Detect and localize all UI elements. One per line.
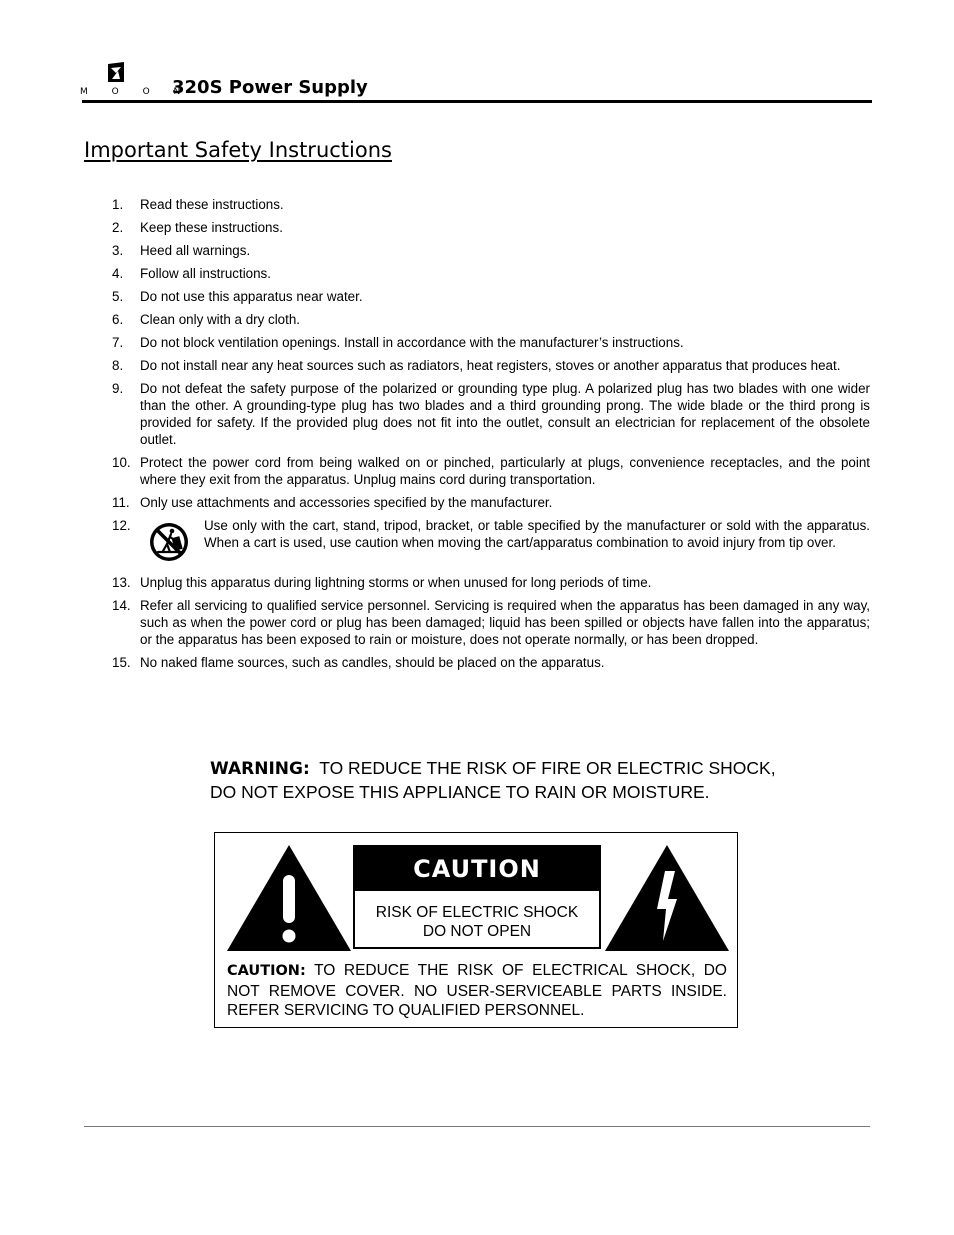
item-number: 10. — [112, 455, 131, 470]
caution-subtext-line-1: RISK OF ELECTRIC SHOCK — [375, 904, 579, 921]
safety-instructions-list — [108, 196, 870, 677]
item-number: 14. — [112, 598, 131, 613]
caution-statement — [227, 961, 727, 1021]
item-number: 5. — [112, 289, 124, 304]
list-item — [108, 454, 870, 488]
list-item — [108, 574, 870, 591]
list-item — [108, 196, 870, 213]
list-item — [108, 219, 870, 236]
item-number: 4. — [112, 266, 124, 281]
exclamation-warning-icon — [227, 845, 351, 951]
caution-heading: CAUTION — [355, 847, 599, 891]
moon-logo — [80, 62, 191, 98]
item-number: 2. — [112, 220, 124, 235]
item-number: 12. — [112, 518, 131, 533]
item-text: Use only with the cart, stand, tripod, bracket, or table specified by the manufacturer or sold with the apparatus. When a cart is used, use caution when moving the cart/apparatus combination to avoid injury from tip over. — [204, 518, 870, 550]
section-title: Important Safety Instructions — [84, 138, 392, 162]
caution-text-label: CAUTION: — [227, 963, 306, 979]
warning-text-1: TO REDUCE THE RISK OF FIRE OR ELECTRIC SHOCK, — [319, 758, 776, 778]
item-text: Refer all servicing to qualified service personnel. Servicing is required when the apparatus has been damaged in any way, such as when the power cord or plug has been damaged; liquid has been spilled or objects have fallen into the apparatus; or the apparatus has been exposed to rain or moisture, does not operate normally, or has been dropped. — [140, 598, 870, 647]
warning-line-1 — [210, 757, 810, 781]
item-number: 13. — [112, 575, 131, 590]
item-text: Do not defeat the safety purpose of the polarized or grounding type plug. A polarized plug has two blades with one wider than the other. A grounding-type plug has two blades and a third grounding prong. The wide blade or the third prong is provided for safety. If the provided plug does not fit into the outlet, consult an electrician for replacement of the obsolete outlet. — [140, 381, 870, 447]
item-number: 7. — [112, 335, 124, 350]
item-text: Do not use this apparatus near water. — [140, 289, 363, 304]
caution-subtext-line-2: DO NOT OPEN — [422, 923, 532, 940]
item-text: Clean only with a dry cloth. — [140, 312, 301, 327]
item-text: Heed all warnings. — [140, 243, 251, 258]
list-item — [108, 494, 870, 511]
item-text: Read these instructions. — [140, 197, 284, 212]
caution-subtext — [355, 891, 599, 941]
document-title: 320S Power Supply — [172, 77, 368, 98]
item-number: 11. — [112, 495, 130, 510]
item-text: Only use attachments and accessories specified by the manufacturer. — [140, 495, 553, 510]
list-item — [108, 265, 870, 282]
item-number: 3. — [112, 243, 124, 258]
item-number: 1. — [112, 197, 124, 212]
list-item — [108, 380, 870, 448]
caution-label — [214, 832, 738, 1028]
logo-wordmark: M O O N — [80, 87, 191, 97]
list-item — [108, 334, 870, 351]
lightning-bolt-warning-icon — [605, 845, 729, 951]
moon-emblem-icon — [106, 62, 126, 82]
caution-text-body: TO REDUCE THE RISK OF ELECTRICAL SHOCK, DO NOT REMOVE COVER. NO USER-SERVICEABLE PARTS INSIDE. REFER SERVICING TO QUALIFIED PERSONNEL. — [227, 962, 727, 1019]
item-text: No naked flame sources, such as candles, should be placed on the apparatus. — [140, 655, 605, 670]
item-text: Follow all instructions. — [140, 266, 271, 281]
item-number: 9. — [112, 381, 124, 396]
caution-panel — [353, 845, 601, 949]
list-item — [108, 311, 870, 328]
item-text: Unplug this apparatus during lightning storms or when unused for long periods of time. — [140, 575, 652, 590]
list-item — [108, 357, 870, 374]
warning-label: WARNING: — [210, 759, 310, 779]
list-item — [108, 242, 870, 259]
item-text: Do not install near any heat sources such as radiators, heat registers, stoves or another apparatus that produces heat. — [140, 358, 841, 373]
item-text: Keep these instructions. — [140, 220, 283, 235]
item-number: 15. — [112, 655, 131, 670]
item-number: 6. — [112, 312, 124, 327]
warning-text-2: DO NOT EXPOSE THIS APPLIANCE TO RAIN OR MOISTURE. — [210, 782, 710, 802]
list-item — [108, 597, 870, 648]
list-item — [108, 517, 870, 568]
list-item — [108, 654, 870, 671]
item-number: 8. — [112, 358, 124, 373]
item-text: Do not block ventilation openings. Install in accordance with the manufacturer’s instructions. — [140, 335, 684, 350]
warning-statement — [210, 757, 810, 804]
list-item — [108, 288, 870, 305]
header-rule — [82, 100, 872, 103]
cart-tip-over-warning-icon — [148, 521, 190, 563]
footer-rule — [84, 1126, 870, 1127]
item-text: Protect the power cord from being walked on or pinched, particularly at plugs, convenience receptacles, and the point where they exit from the apparatus. Unplug mains cord during transportation. — [140, 455, 870, 487]
